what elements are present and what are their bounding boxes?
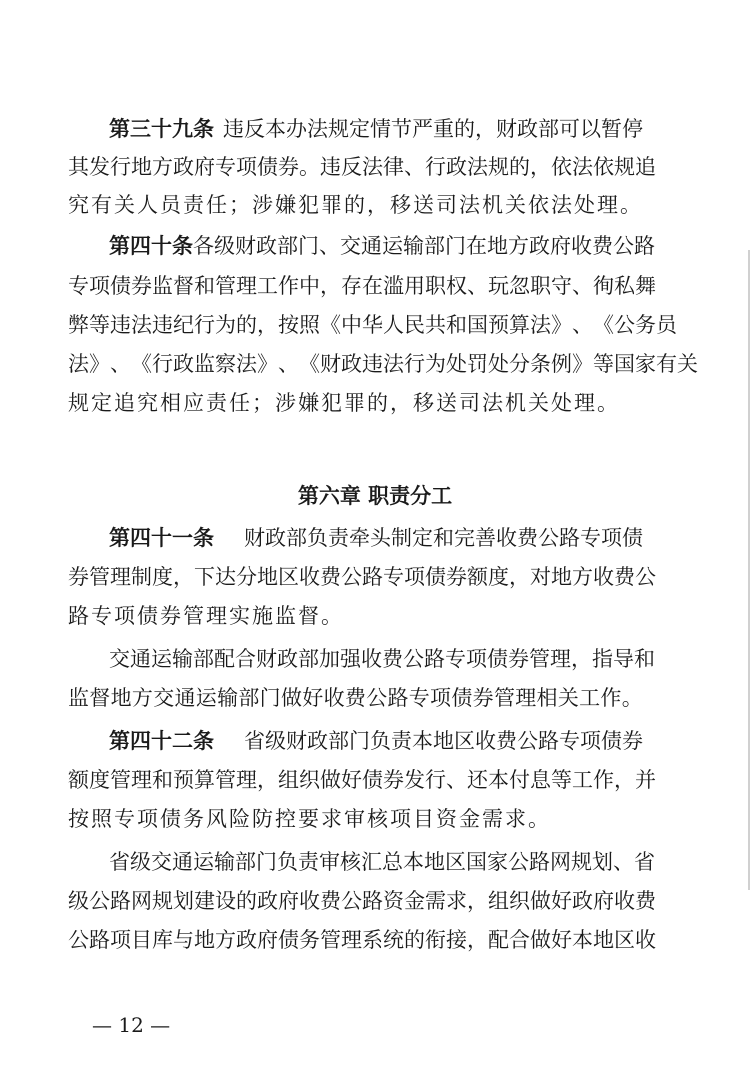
article-41-line-3: 路专项债券管理实施监督。 (68, 604, 344, 628)
paragraph-transport-ministry-line-1: 交 通 运 输 部 配 合 财 政 部 加 强 收 费 公 路 专 项 债 券 管 理 ， 指 导 和 (109, 647, 655, 671)
article-41-text-1: 财政部负责牵头制定和完善收费公路专项债 (244, 526, 643, 550)
paragraph-provincial-transport-line-2: 级 公 路 网 规 划 建 设 的 政 府 收 费 公 路 资 金 需 求 ， 组 织 做 好 政 府 收 费 (68, 889, 656, 913)
article-40-label: 第四十条 (109, 233, 193, 258)
article-40-line-3: 弊 等 违 法 违 纪 行 为 的 ， 按 照 《 中 华 人 民 共 和 国 预 算 法 》 、 《 公 务 员 (68, 313, 677, 337)
article-41-line-2: 券 管 理 制 度 ， 下 达 分 地 区 收 费 公 路 专 项 债 券 额 度 ， 对 地 方 收 费 公 (68, 565, 656, 589)
chapter-title: 第六章 职责分工 (297, 484, 453, 508)
article-39-line-3: 究有关人员责任；涉嫌犯罪的，移送司法机关依法处理。 (68, 193, 643, 217)
article-39-line-1 (109, 115, 643, 143)
article-42-line-1 (109, 727, 643, 755)
paragraph-transport-ministry-line-2: 监 督 地 方 交 通 运 输 部 门 做 好 收 费 公 路 专 项 债 券 管 理 相 关 工 作 。 (68, 686, 643, 710)
article-40-line-2: 专 项 债 券 监 督 和 管 理 工 作 中 ， 存 在 滥 用 职 权 、 玩 忽 职 守 、 徇 私 舞 (68, 274, 656, 298)
paragraph-provincial-transport-line-3: 公 路 项 目 库 与 地 方 政 府 债 务 管 理 系 统 的 衔 接 ， 配 合 做 好 本 地 区 收 (68, 928, 656, 952)
article-42-text-1: 省级财政部门负责本地区收费公路专项债券 (244, 729, 643, 753)
article-39-line-2: 其 发 行 地 方 政 府 专 项 债 券 。 违 反 法 律 、 行 政 法 规 的 ， 依 法 依 规 追 (68, 155, 656, 179)
paragraph-provincial-transport-line-1: 省 级 交 通 运 输 部 门 负 责 审 核 汇 总 本 地 区 国 家 公 路 网 规 划 、 省 (109, 850, 655, 874)
article-42-line-2: 额 度 管 理 和 预 算 管 理 ， 组 织 做 好 债 券 发 行 、 还 本 付 息 等 工 作 ， 并 (68, 768, 656, 792)
article-40-line-4: 法 》 、 《 行 政 监 察 法 》 、 《 财 政 违 法 行 为 处 罚 处 分 条 例 》 等 国 家 有 关 (68, 352, 698, 376)
article-40-line-5: 规定追究相应责任；涉嫌犯罪的，移送司法机关处理。 (68, 391, 620, 415)
page-number: — 12 — (92, 1013, 171, 1037)
article-40-text-1: 各级财政部门、交通运输部门在地方政府收费公路 (193, 234, 655, 258)
article-41-line-1 (109, 524, 643, 552)
article-41-label: 第四十一条 (109, 525, 214, 550)
article-39-label: 第三十九条 (109, 116, 214, 141)
article-42-line-3: 按照专项债务风险防控要求审核项目资金需求。 (68, 807, 551, 831)
article-39-text-1: 违反本办法规定情节严重的，财政部可以暂停 (223, 117, 643, 141)
article-40-line-1 (109, 232, 655, 260)
article-42-label: 第四十二条 (109, 728, 214, 753)
